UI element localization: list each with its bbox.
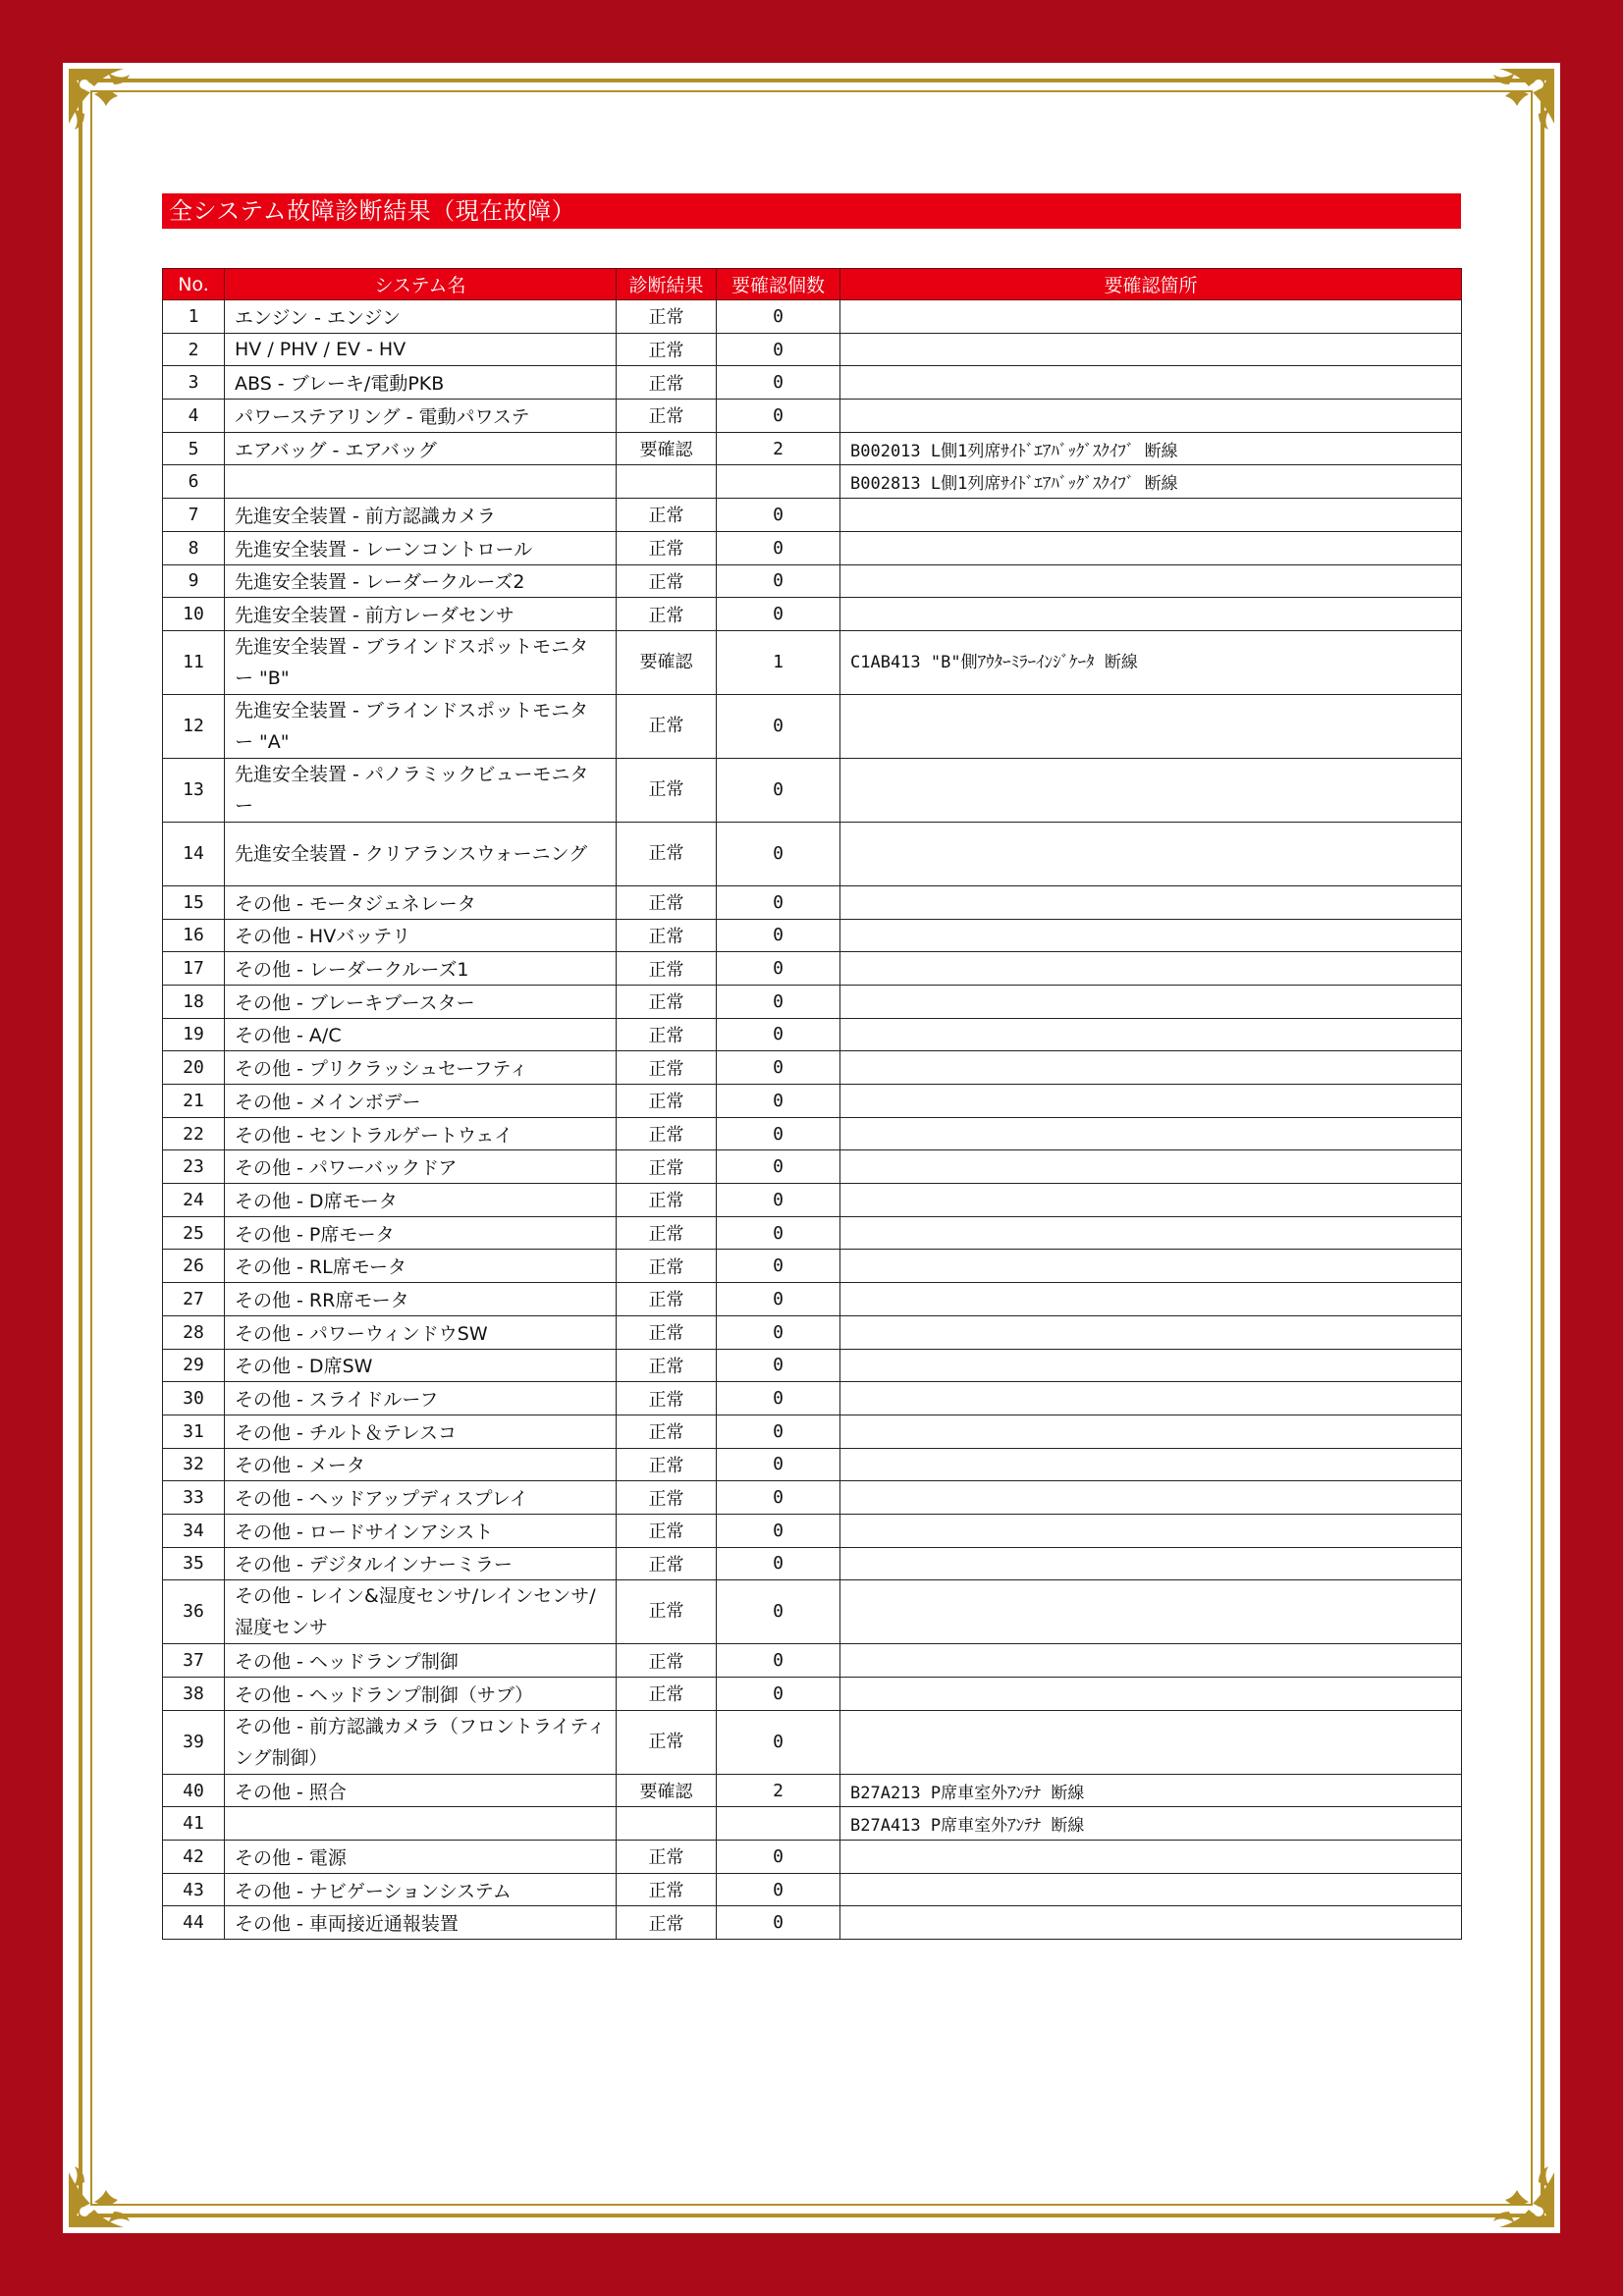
system-name-cell: その他 - HVバッテリ (225, 919, 617, 952)
table-row (163, 1547, 1462, 1580)
row-number-cell: 12 (163, 694, 225, 758)
check-count-cell: 0 (717, 1315, 840, 1349)
table-row (163, 1841, 1462, 1874)
table-row (163, 1085, 1462, 1118)
table-row (163, 1283, 1462, 1316)
diagnosis-result-cell: 要確認 (617, 1774, 717, 1807)
check-count-cell: 0 (717, 1514, 840, 1547)
system-name-cell: その他 - メインボデー (225, 1085, 617, 1118)
page-title: 全システム故障診断結果（現在故障） (162, 193, 1461, 229)
table-row (163, 1216, 1462, 1250)
system-name-cell: その他 - ヘッドアップディスプレイ (225, 1481, 617, 1515)
check-location-cell (840, 1150, 1462, 1184)
column-header-count: 要確認個数 (717, 269, 840, 300)
check-location-cell (840, 564, 1462, 598)
check-location-cell: B002013 L側1列席ｻｲﾄﾞｴｱﾊﾞｯｸﾞｽｸｲﾌﾞ 断線 (840, 432, 1462, 465)
system-name-cell (225, 1807, 617, 1841)
row-number-cell: 39 (163, 1710, 225, 1774)
check-count-cell: 0 (717, 885, 840, 919)
check-location-cell (840, 499, 1462, 532)
check-location-cell: B27A413 P席車室外ｱﾝﾃﾅ 断線 (840, 1807, 1462, 1841)
diagnosis-result-cell: 要確認 (617, 432, 717, 465)
corner-ornament-icon (65, 2141, 155, 2231)
table-row (163, 1481, 1462, 1515)
system-name-cell: HV / PHV / EV - HV (225, 333, 617, 366)
row-number-cell: 25 (163, 1216, 225, 1250)
row-number-cell: 10 (163, 598, 225, 631)
check-location-cell (840, 1481, 1462, 1515)
table-row (163, 300, 1462, 334)
system-name-cell: その他 - A/C (225, 1018, 617, 1051)
check-count-cell: 0 (717, 1710, 840, 1774)
check-location-cell (840, 1415, 1462, 1448)
diagnosis-result-cell: 正常 (617, 952, 717, 986)
column-header-result: 診断結果 (617, 269, 717, 300)
system-name-cell: その他 - パワーウィンドウSW (225, 1315, 617, 1349)
check-count-cell: 0 (717, 1184, 840, 1217)
check-location-cell (840, 822, 1462, 885)
diagnosis-result-cell: 正常 (617, 1547, 717, 1580)
system-name-cell (225, 465, 617, 499)
check-location-cell (840, 300, 1462, 334)
table-row (163, 1644, 1462, 1678)
diagnosis-result-cell: 正常 (617, 1117, 717, 1150)
system-name-cell: その他 - レイン&湿度センサ/レインセンサ/湿度センサ (225, 1580, 617, 1644)
table-row (163, 564, 1462, 598)
check-count-cell: 0 (717, 1678, 840, 1711)
row-number-cell: 21 (163, 1085, 225, 1118)
check-count-cell: 0 (717, 564, 840, 598)
system-name-cell: その他 - ロードサインアシスト (225, 1514, 617, 1547)
diagnosis-result-cell: 正常 (617, 1644, 717, 1678)
table-row (163, 400, 1462, 433)
system-name-cell: その他 - スライドルーフ (225, 1382, 617, 1415)
table-row (163, 1315, 1462, 1349)
table-row (163, 1774, 1462, 1807)
table-row (163, 1117, 1462, 1150)
system-name-cell: その他 - RL席モータ (225, 1250, 617, 1283)
table-row (163, 1807, 1462, 1841)
check-location-cell (840, 952, 1462, 986)
table-row (163, 1710, 1462, 1774)
check-count-cell: 0 (717, 1117, 840, 1150)
table-row (163, 465, 1462, 499)
check-location-cell (840, 1250, 1462, 1283)
check-location-cell (840, 758, 1462, 822)
check-count-cell: 0 (717, 1018, 840, 1051)
row-number-cell: 37 (163, 1644, 225, 1678)
system-name-cell: その他 - ナビゲーションシステム (225, 1873, 617, 1906)
table-row (163, 598, 1462, 631)
system-name-cell: その他 - 照合 (225, 1774, 617, 1807)
check-count-cell: 0 (717, 985, 840, 1018)
check-location-cell (840, 1184, 1462, 1217)
table-row (163, 499, 1462, 532)
column-header-location: 要確認箇所 (840, 269, 1462, 300)
system-name-cell: 先進安全装置 - ブラインドスポットモニター "A" (225, 694, 617, 758)
table-row (163, 1018, 1462, 1051)
row-number-cell: 1 (163, 300, 225, 334)
diagnosis-result-cell: 正常 (617, 1216, 717, 1250)
diagnosis-result-cell: 正常 (617, 300, 717, 334)
row-number-cell: 31 (163, 1415, 225, 1448)
system-name-cell: その他 - レーダークルーズ1 (225, 952, 617, 986)
diagnosis-result-cell: 正常 (617, 1841, 717, 1874)
diagnosis-result-cell: 正常 (617, 1678, 717, 1711)
system-name-cell: その他 - プリクラッシュセーフティ (225, 1051, 617, 1085)
row-number-cell: 3 (163, 366, 225, 400)
check-location-cell (840, 1018, 1462, 1051)
check-location-cell (840, 333, 1462, 366)
check-count-cell: 0 (717, 1580, 840, 1644)
corner-ornament-icon (1468, 2141, 1558, 2231)
corner-ornament-icon (1468, 65, 1558, 155)
row-number-cell: 20 (163, 1051, 225, 1085)
diagnosis-result-cell: 正常 (617, 1415, 717, 1448)
check-count-cell: 0 (717, 1448, 840, 1481)
table-row (163, 333, 1462, 366)
row-number-cell: 33 (163, 1481, 225, 1515)
system-name-cell: 先進安全装置 - レーダークルーズ2 (225, 564, 617, 598)
row-number-cell: 30 (163, 1382, 225, 1415)
check-count-cell: 0 (717, 1481, 840, 1515)
table-row (163, 694, 1462, 758)
check-count-cell: 0 (717, 300, 840, 334)
system-name-cell: その他 - ヘッドランプ制御（サブ） (225, 1678, 617, 1711)
diagnosis-result-cell: 正常 (617, 758, 717, 822)
check-count-cell: 0 (717, 758, 840, 822)
check-location-cell (840, 1349, 1462, 1382)
table-row (163, 1678, 1462, 1711)
row-number-cell: 2 (163, 333, 225, 366)
table-row (163, 758, 1462, 822)
row-number-cell: 7 (163, 499, 225, 532)
system-name-cell: その他 - ブレーキブースター (225, 985, 617, 1018)
diagnosis-result-cell: 正常 (617, 1085, 717, 1118)
diagnosis-result-cell: 正常 (617, 1514, 717, 1547)
check-count-cell: 0 (717, 952, 840, 986)
row-number-cell: 34 (163, 1514, 225, 1547)
check-location-cell (840, 1644, 1462, 1678)
table-row (163, 1580, 1462, 1644)
check-location-cell (840, 1117, 1462, 1150)
diagnosis-result-cell: 正常 (617, 564, 717, 598)
table-row (163, 985, 1462, 1018)
system-name-cell: 先進安全装置 - ブラインドスポットモニター "B" (225, 630, 617, 694)
system-name-cell: エアバッグ - エアバッグ (225, 432, 617, 465)
system-name-cell: その他 - D席モータ (225, 1184, 617, 1217)
system-name-cell: その他 - P席モータ (225, 1216, 617, 1250)
diagnosis-result-cell: 要確認 (617, 630, 717, 694)
diagnosis-result-cell: 正常 (617, 885, 717, 919)
diagnosis-table (162, 268, 1462, 1940)
check-count-cell: 1 (717, 630, 840, 694)
table-row (163, 952, 1462, 986)
check-location-cell (840, 1514, 1462, 1547)
check-location-cell (840, 1085, 1462, 1118)
check-location-cell (840, 1216, 1462, 1250)
system-name-cell: その他 - D席SW (225, 1349, 617, 1382)
check-count-cell: 0 (717, 1216, 840, 1250)
check-location-cell (840, 1315, 1462, 1349)
row-number-cell: 26 (163, 1250, 225, 1283)
table-row (163, 1250, 1462, 1283)
row-number-cell: 43 (163, 1873, 225, 1906)
check-count-cell: 0 (717, 1873, 840, 1906)
check-count-cell: 0 (717, 1382, 840, 1415)
table-row (163, 885, 1462, 919)
diagnosis-result-cell: 正常 (617, 1283, 717, 1316)
row-number-cell: 18 (163, 985, 225, 1018)
check-location-cell (840, 1580, 1462, 1644)
system-name-cell: その他 - メータ (225, 1448, 617, 1481)
check-location-cell (840, 885, 1462, 919)
diagnosis-result-cell: 正常 (617, 985, 717, 1018)
check-count-cell: 0 (717, 1349, 840, 1382)
row-number-cell: 4 (163, 400, 225, 433)
check-location-cell (840, 919, 1462, 952)
row-number-cell: 22 (163, 1117, 225, 1150)
check-count-cell: 0 (717, 1085, 840, 1118)
table-row (163, 1184, 1462, 1217)
diagnosis-result-cell: 正常 (617, 598, 717, 631)
row-number-cell: 35 (163, 1547, 225, 1580)
diagnosis-result-cell: 正常 (617, 694, 717, 758)
diagnosis-result-cell: 正常 (617, 366, 717, 400)
row-number-cell: 19 (163, 1018, 225, 1051)
row-number-cell: 17 (163, 952, 225, 986)
check-location-cell (840, 1547, 1462, 1580)
check-count-cell: 0 (717, 1841, 840, 1874)
check-count-cell: 0 (717, 1547, 840, 1580)
diagnosis-result-cell: 正常 (617, 1150, 717, 1184)
check-location-cell (840, 1678, 1462, 1711)
check-location-cell (840, 1448, 1462, 1481)
check-count-cell: 0 (717, 1283, 840, 1316)
row-number-cell: 40 (163, 1774, 225, 1807)
row-number-cell: 24 (163, 1184, 225, 1217)
check-count-cell: 0 (717, 598, 840, 631)
table-row (163, 531, 1462, 564)
column-header-no: No. (163, 269, 225, 300)
diagnosis-result-cell: 正常 (617, 1349, 717, 1382)
table-row (163, 919, 1462, 952)
system-name-cell: その他 - 車両接近通報装置 (225, 1906, 617, 1940)
diagnosis-result-cell: 正常 (617, 1382, 717, 1415)
table-row (163, 822, 1462, 885)
diagnosis-result-cell: 正常 (617, 822, 717, 885)
diagnosis-result-cell: 正常 (617, 1481, 717, 1515)
check-count-cell: 0 (717, 333, 840, 366)
row-number-cell: 5 (163, 432, 225, 465)
row-number-cell: 11 (163, 630, 225, 694)
system-name-cell: 先進安全装置 - パノラミックビューモニター (225, 758, 617, 822)
table-row (163, 1051, 1462, 1085)
system-name-cell: その他 - RR席モータ (225, 1283, 617, 1316)
diagnosis-result-cell: 正常 (617, 1051, 717, 1085)
check-location-cell (840, 1906, 1462, 1940)
check-count-cell: 0 (717, 499, 840, 532)
diagnosis-result-cell: 正常 (617, 499, 717, 532)
check-count-cell: 2 (717, 432, 840, 465)
diagnosis-result-cell: 正常 (617, 1873, 717, 1906)
check-count-cell: 0 (717, 919, 840, 952)
check-count-cell: 0 (717, 531, 840, 564)
row-number-cell: 27 (163, 1283, 225, 1316)
system-name-cell: エンジン - エンジン (225, 300, 617, 334)
check-count-cell: 0 (717, 1250, 840, 1283)
row-number-cell: 8 (163, 531, 225, 564)
system-name-cell: その他 - モータジェネレータ (225, 885, 617, 919)
table-row (163, 1382, 1462, 1415)
diagnosis-result-cell: 正常 (617, 919, 717, 952)
check-count-cell (717, 465, 840, 499)
check-location-cell (840, 985, 1462, 1018)
system-name-cell: 先進安全装置 - レーンコントロール (225, 531, 617, 564)
table-row (163, 1906, 1462, 1940)
check-location-cell (840, 694, 1462, 758)
diagnosis-result-cell: 正常 (617, 400, 717, 433)
row-number-cell: 23 (163, 1150, 225, 1184)
system-name-cell: 先進安全装置 - クリアランスウォーニング (225, 822, 617, 885)
table-row (163, 1349, 1462, 1382)
table-row (163, 1150, 1462, 1184)
check-count-cell: 0 (717, 1906, 840, 1940)
diagnosis-result-cell: 正常 (617, 531, 717, 564)
row-number-cell: 28 (163, 1315, 225, 1349)
table-row (163, 366, 1462, 400)
diagnosis-result-cell: 正常 (617, 1184, 717, 1217)
row-number-cell: 42 (163, 1841, 225, 1874)
check-location-cell: B27A213 P席車室外ｱﾝﾃﾅ 断線 (840, 1774, 1462, 1807)
row-number-cell: 14 (163, 822, 225, 885)
system-name-cell: その他 - パワーバックドア (225, 1150, 617, 1184)
table-row (163, 630, 1462, 694)
row-number-cell: 16 (163, 919, 225, 952)
table-header-row (163, 269, 1462, 300)
check-count-cell: 0 (717, 366, 840, 400)
row-number-cell: 44 (163, 1906, 225, 1940)
check-location-cell (840, 1283, 1462, 1316)
row-number-cell: 41 (163, 1807, 225, 1841)
check-location-cell (840, 1051, 1462, 1085)
diagnosis-result-cell: 正常 (617, 1710, 717, 1774)
check-location-cell (840, 531, 1462, 564)
check-location-cell (840, 366, 1462, 400)
diagnosis-result-cell: 正常 (617, 1250, 717, 1283)
check-count-cell: 0 (717, 1644, 840, 1678)
check-count-cell: 2 (717, 1774, 840, 1807)
row-number-cell: 15 (163, 885, 225, 919)
check-location-cell (840, 400, 1462, 433)
diagnosis-result-cell: 正常 (617, 1018, 717, 1051)
system-name-cell: その他 - 電源 (225, 1841, 617, 1874)
system-name-cell: ABS - ブレーキ/電動PKB (225, 366, 617, 400)
system-name-cell: その他 - 前方認識カメラ（フロントライティング制御） (225, 1710, 617, 1774)
check-location-cell (840, 1873, 1462, 1906)
system-name-cell: パワーステアリング - 電動パワステ (225, 400, 617, 433)
table-row (163, 1448, 1462, 1481)
diagnosis-result-cell (617, 1807, 717, 1841)
check-location-cell: B002813 L側1列席ｻｲﾄﾞｴｱﾊﾞｯｸﾞｽｸｲﾌﾞ 断線 (840, 465, 1462, 499)
check-location-cell: C1AB413 "B"側ｱｳﾀｰﾐﾗｰｲﾝｼﾞｹｰﾀ 断線 (840, 630, 1462, 694)
check-count-cell: 0 (717, 822, 840, 885)
check-count-cell: 0 (717, 1051, 840, 1085)
diagnosis-result-cell: 正常 (617, 1906, 717, 1940)
check-count-cell (717, 1807, 840, 1841)
check-location-cell (840, 1382, 1462, 1415)
check-location-cell (840, 1710, 1462, 1774)
row-number-cell: 38 (163, 1678, 225, 1711)
check-count-cell: 0 (717, 1150, 840, 1184)
table-row (163, 1415, 1462, 1448)
diagnosis-result-cell (617, 465, 717, 499)
check-location-cell (840, 1841, 1462, 1874)
check-count-cell: 0 (717, 400, 840, 433)
row-number-cell: 32 (163, 1448, 225, 1481)
row-number-cell: 29 (163, 1349, 225, 1382)
corner-ornament-icon (65, 65, 155, 155)
row-number-cell: 13 (163, 758, 225, 822)
check-location-cell (840, 598, 1462, 631)
report-sheet (63, 63, 1560, 2233)
system-name-cell: その他 - ヘッドランプ制御 (225, 1644, 617, 1678)
column-header-system: システム名 (225, 269, 617, 300)
row-number-cell: 9 (163, 564, 225, 598)
table-row (163, 432, 1462, 465)
check-count-cell: 0 (717, 694, 840, 758)
system-name-cell: その他 - チルト＆テレスコ (225, 1415, 617, 1448)
table-row (163, 1514, 1462, 1547)
system-name-cell: 先進安全装置 - 前方認識カメラ (225, 499, 617, 532)
row-number-cell: 6 (163, 465, 225, 499)
system-name-cell: その他 - デジタルインナーミラー (225, 1547, 617, 1580)
diagnosis-result-cell: 正常 (617, 1315, 717, 1349)
system-name-cell: 先進安全装置 - 前方レーダセンサ (225, 598, 617, 631)
row-number-cell: 36 (163, 1580, 225, 1644)
diagnosis-result-cell: 正常 (617, 1580, 717, 1644)
system-name-cell: その他 - セントラルゲートウェイ (225, 1117, 617, 1150)
check-count-cell: 0 (717, 1415, 840, 1448)
table-row (163, 1873, 1462, 1906)
diagnosis-result-cell: 正常 (617, 333, 717, 366)
diagnosis-result-cell: 正常 (617, 1448, 717, 1481)
